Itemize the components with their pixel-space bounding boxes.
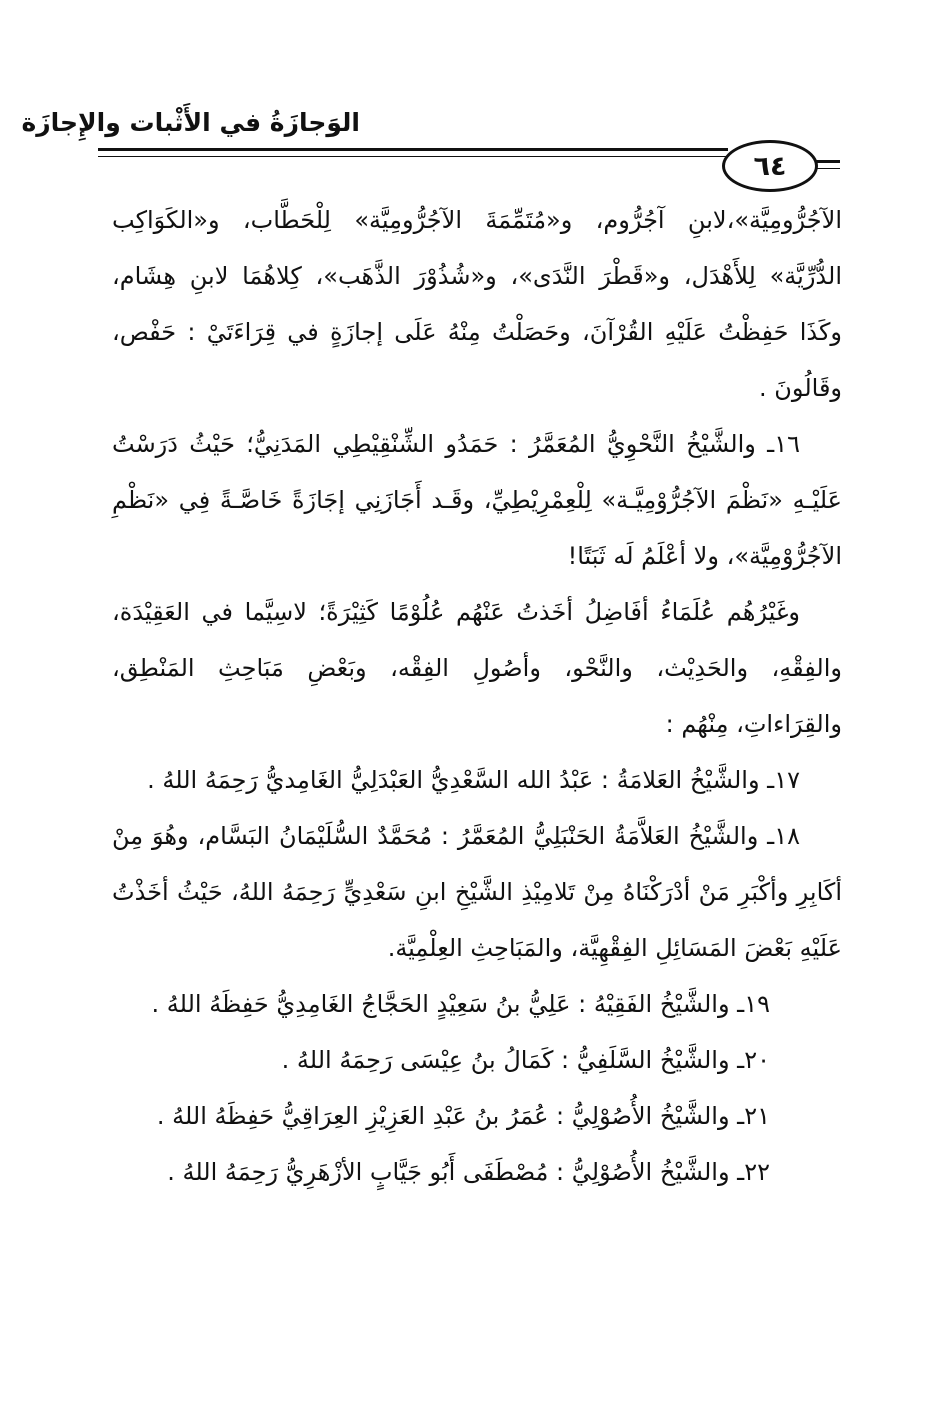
header-rule-right bbox=[815, 160, 840, 163]
list-item: ١٨ـ والشَّيْخُ العَلاَّمَةُ الحَنْبَلِيُّ المُعَمَّرُ : مُحَمَّدٌ السُّلَيْمَانُ البَسَّام، وهُوَ مِنْ أكَابِرِ وأكْبَرِ مَنْ أدْرَكْنَاهُ مِنْ تَلامِيْذِ الشَّيْخِ ابنِ سَعْدِيٍّ رَحِمَهُ اللهُ، حَيْثُ أخَذْتُ عَلَيْهِ بَعْضَ المَسَائِلِ الفِقْهِيَّة، والمَبَاحِثِ العِلْمِيَّة. bbox=[112, 822, 842, 962]
list-item: ٢٢ـ والشَّيْخُ الأُصُوْلِيُّ : مُصْطَفَى أَبُو جَيَّابٍ الأزْهَرِيُّ رَحِمَهُ اللهُ . bbox=[167, 1158, 770, 1186]
list-item: ٢١ـ والشَّيْخُ الأُصُوْلِيُّ : عُمَرُ بنُ عَبْدِ العَزِيْزِ العِرَاقِيُّ حَفِظَهُ اللهُ . bbox=[156, 1102, 770, 1130]
body-text bbox=[112, 192, 842, 1200]
header-rule-right-thin bbox=[815, 168, 840, 169]
paragraph: وغَيْرُهُم عُلَمَاءُ أفَاضِلُ أخَذتُ عَنْهُم عُلُوْمًا كَثِيْرَةً؛ لاسِيَّما في العَقِيْدَة، والفِقْهِ، والحَدِيْث، والنَّحْو، وأصُولِ الفِقْه، وبَعْضِ مَبَاحِثِ المَنْطِق، والقِرَاءاتِ، مِنْهُم : bbox=[112, 598, 842, 738]
header-rule bbox=[98, 148, 728, 151]
list-item: ١٩ـ والشَّيْخُ الفَقِيْهُ : عَلِيُّ بنُ سَعِيْدٍ الحَجَّاجُ الغَامِدِيُّ حَفِظَهُ اللهُ . bbox=[151, 990, 770, 1018]
paragraph: ١٦ـ والشَّيْخُ النَّحْوِيُّ المُعَمَّرُ : حَمَدُو الشِّنْقِيْطِي المَدَنِيُّ؛ حَيْثُ دَرَسْتُ عَلَيْـهِ «نَظْمَ الآجُرُّوْمِيَّـة» لِلْعِمْرِيْطِيِّ، وقَـد أَجَازَنِي إجَازَةً خَاصَّـةً فِي «نَظْمِ الآجُرُّوْمِيَّة»، ولا أعْلَمُ لَه ثَبَتًا! bbox=[112, 430, 842, 570]
header-rule-thin bbox=[98, 156, 728, 157]
running-title: الوَجازَةُ في الأَثْبات والإِجازَة bbox=[21, 108, 360, 137]
list-item: ١٧ـ والشَّيْخُ العَلامَةُ : عَبْدُ الله السَّعْدِيُّ العَبْدَلِيُّ الغَامِديُّ رَحِمَهُ اللهُ . bbox=[147, 766, 800, 794]
list-item: ٢٠ـ والشَّيْخُ السَّلَفِيُّ : كَمَالُ بنُ عِيْسَى رَحِمَهُ اللهُ . bbox=[281, 1046, 770, 1074]
page-number: ٦٤ bbox=[722, 140, 818, 192]
paragraph: الآجُرُّومِيَّة»،لابنِ آجُرُّوم، و«مُتَمِّمَةَ الآجُرُّومِيَّة» لِلْحَطَّاب، و«الكَوَاكِب الدُّرِّيَّة» لِلأَهْدَل، و«قَطْرَ النَّدَى»، و«شُذُوْرَ الذَّهَب»، كِلاهُمَا لابنِ هِشَام، وكَذَا حَفِظْتُ عَلَيْهِ القُرْآنَ، وحَصَلْتُ مِنْهُ عَلَى إجازَةٍ في قِرَاءَتَيْ : حَفْص، وقَالُونَ . bbox=[112, 206, 842, 402]
